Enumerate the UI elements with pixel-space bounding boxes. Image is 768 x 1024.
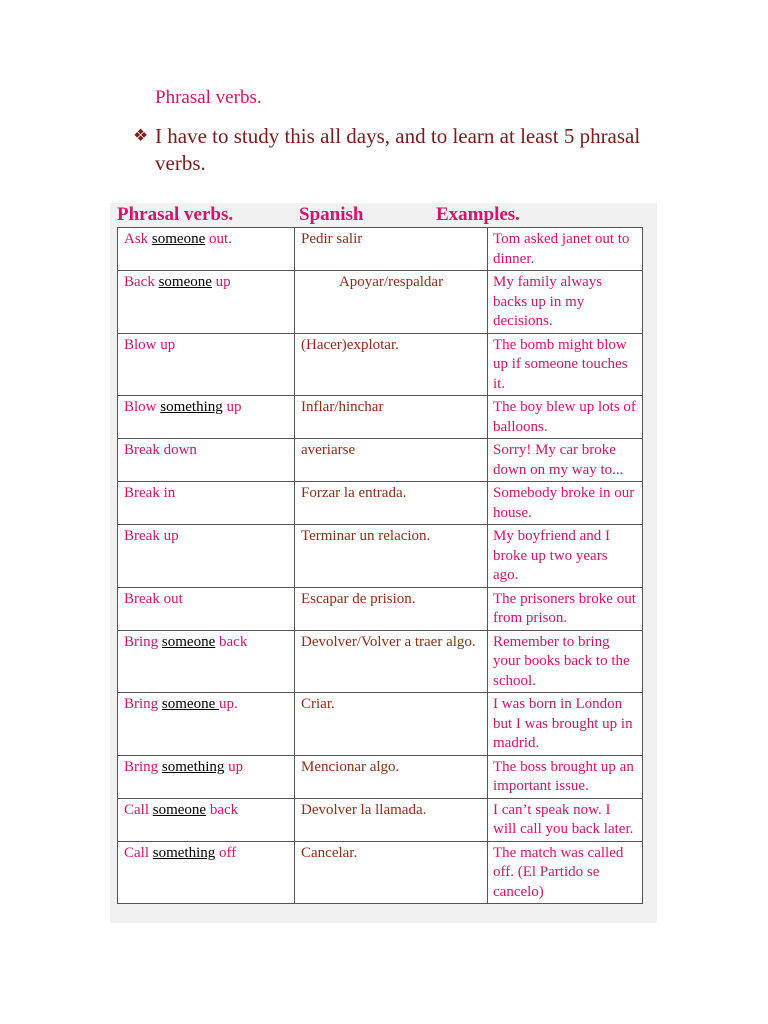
verb-object-placeholder: something — [161, 758, 225, 775]
verb-object-placeholder: someone — [152, 801, 207, 818]
phrasal-verb-cell — [118, 693, 295, 756]
example-sentence-cell: Somebody broke in our house. — [488, 482, 643, 525]
example-sentence-cell: The boy blew up lots of balloons. — [488, 396, 643, 439]
example-sentence-cell: I can’t speak now. I will call you back later. — [488, 798, 643, 841]
spanish-translation-cell: (Hacer)explotar. — [295, 333, 488, 396]
example-sentence-cell: The bomb might blow up if someone touches it. — [488, 333, 643, 396]
example-sentence-cell: Remember to bring your books back to the school. — [488, 630, 643, 693]
table-row — [118, 396, 643, 439]
phrasal-verb-cell — [118, 482, 295, 525]
phrasal-verb-cell — [118, 228, 295, 271]
verb-text: Bring — [124, 758, 162, 775]
verb-object-placeholder: someone — [161, 696, 219, 712]
table-row — [118, 271, 643, 334]
example-sentence-cell: My family always backs up in my decisions. — [488, 271, 643, 334]
phrasal-verb-cell — [118, 798, 295, 841]
phrasal-verb-cell — [118, 271, 295, 334]
table-row — [118, 525, 643, 588]
page-heading: Phrasal verbs. — [155, 87, 262, 108]
verb-text: Ask — [124, 231, 152, 247]
verb-object-placeholder: something — [152, 844, 216, 861]
phrasal-verb-cell — [118, 333, 295, 396]
spanish-translation-cell: Terminar un relacion. — [295, 525, 488, 588]
verb-text: Break in — [124, 485, 176, 501]
study-note — [133, 123, 653, 177]
header-phrasal-verbs: Phrasal verbs. — [117, 204, 234, 225]
verb-text: up — [224, 758, 244, 775]
example-sentence-cell: The match was called off. (El Partido se cancelo) — [488, 841, 643, 904]
verb-text: Back — [124, 274, 159, 290]
example-sentence-cell: The prisoners broke out from prison. — [488, 587, 643, 630]
table-row — [118, 333, 643, 396]
spanish-translation-cell: Inflar/hinchar — [295, 396, 488, 439]
verb-object-placeholder: someone — [151, 231, 206, 247]
table-row — [118, 755, 643, 798]
verb-text: Break out — [124, 590, 183, 607]
verb-object-placeholder: someone — [161, 633, 216, 650]
table-row — [118, 693, 643, 756]
verb-text: back — [215, 633, 248, 650]
verb-text: Blow — [124, 399, 161, 415]
verb-text: off — [215, 844, 237, 861]
verb-text: Call — [124, 801, 153, 818]
header-examples: Examples. — [436, 204, 520, 225]
verb-text: Bring — [124, 633, 162, 650]
table-row — [118, 228, 643, 271]
example-sentence-cell: Tom asked janet out to dinner. — [488, 228, 643, 271]
phrasal-verb-cell — [118, 439, 295, 482]
table-header — [117, 203, 657, 227]
example-sentence-cell: Sorry! My car broke down on my way to... — [488, 439, 643, 482]
spanish-translation-cell: Devolver la llamada. — [295, 798, 488, 841]
spanish-translation-cell: Mencionar algo. — [295, 755, 488, 798]
phrasal-verbs-grid — [117, 227, 643, 904]
example-sentence-cell: I was born in London but I was brought up in madrid. — [488, 693, 643, 756]
verb-text: up. — [219, 696, 238, 712]
spanish-translation-cell: Cancelar. — [295, 841, 488, 904]
verb-text: up — [222, 399, 242, 415]
spanish-translation-cell: Apoyar/respaldar — [295, 271, 488, 334]
verb-text: out. — [205, 231, 232, 247]
phrasal-verb-cell — [118, 396, 295, 439]
table-row — [118, 841, 643, 904]
table-row — [118, 798, 643, 841]
verb-text: Blow up — [124, 336, 176, 353]
header-spanish: Spanish — [299, 204, 364, 225]
verb-text: Call — [124, 844, 153, 861]
verb-text: Bring — [124, 696, 162, 712]
spanish-translation-cell: Forzar la entrada. — [295, 482, 488, 525]
spanish-translation-cell: Pedir salir — [295, 228, 488, 271]
phrasal-verb-cell — [118, 525, 295, 588]
verb-object-placeholder: someone — [158, 274, 212, 290]
table-row — [118, 439, 643, 482]
phrasal-verb-cell — [118, 841, 295, 904]
spanish-translation-cell: averiarse — [295, 439, 488, 482]
verb-object-placeholder: something — [160, 399, 223, 415]
verb-text: Break down — [124, 442, 197, 458]
table-row — [118, 587, 643, 630]
phrasal-verb-cell — [118, 755, 295, 798]
phrasal-verbs-table — [110, 203, 657, 923]
four-diamond-bullet-icon: ❖ — [133, 126, 149, 146]
spanish-translation-cell: Criar. — [295, 693, 488, 756]
verb-text: Break up — [124, 528, 179, 544]
study-note-text: I have to study this all days, and to learn at least 5 phrasal verbs. — [155, 124, 641, 175]
verb-text: up — [211, 274, 231, 290]
example-sentence-cell: My boyfriend and I broke up two years ago. — [488, 525, 643, 588]
phrasal-verb-cell — [118, 630, 295, 693]
spanish-translation-cell: Devolver/Volver a traer algo. — [295, 630, 488, 693]
table-row — [118, 482, 643, 525]
verb-text: back — [206, 801, 239, 818]
table-row — [118, 630, 643, 693]
spanish-translation-cell: Escapar de prision. — [295, 587, 488, 630]
example-sentence-cell: The boss brought up an important issue. — [488, 755, 643, 798]
phrasal-verb-cell — [118, 587, 295, 630]
